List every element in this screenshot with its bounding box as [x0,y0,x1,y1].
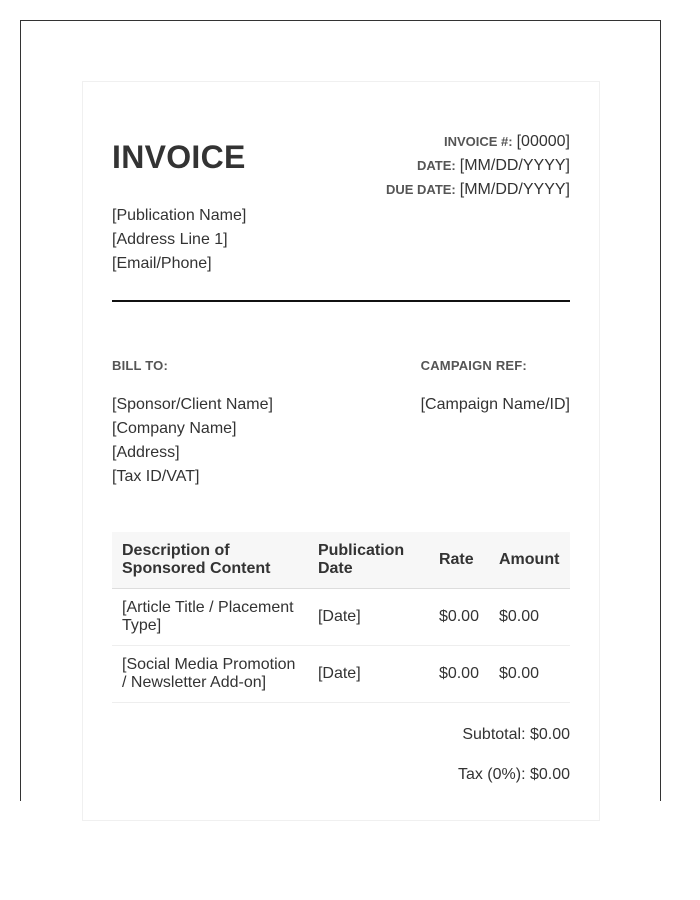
publisher-contact: [Email/Phone] [112,255,212,272]
row-rate: $0.00 [429,646,489,703]
totals-block [458,724,570,804]
publication-name: [Publication Name] [112,207,247,224]
due-date-value: [MM/DD/YYYY] [459,181,570,198]
header-amount: Amount [489,532,570,589]
table-header-row [112,532,570,589]
invoice-date-row [386,154,570,178]
campaign-ref-block [421,358,570,417]
due-date-row [386,178,570,202]
publisher-block [112,204,246,276]
invoice-title: INVOICE [112,139,246,175]
campaign-ref-value: [Campaign Name/ID] [420,396,570,413]
row-description: [Social Media Promotion / Newsletter Add-on] [112,646,308,703]
header-publication-date: Publication Date [308,532,429,589]
client-tax-id: [Tax ID/VAT] [112,468,200,485]
invoice-number-label: INVOICE #: [443,134,513,149]
row-amount: $0.00 [489,646,570,703]
campaign-ref-label: CAMPAIGN REF: [420,358,527,373]
header-description: Description of Sponsored Content [112,532,308,589]
invoice-date-value: [MM/DD/YYYY] [459,157,570,174]
company-name: [Company Name] [112,420,237,437]
row-amount: $0.00 [489,589,570,646]
invoice-meta [386,130,570,202]
invoice-date-label: DATE: [417,158,456,173]
invoice-number-value: [00000] [516,133,570,150]
header-divider [112,300,570,302]
row-date: [Date] [308,589,429,646]
row-description: [Article Title / Placement Type] [112,589,308,646]
publisher-address: [Address Line 1] [112,231,228,248]
client-address: [Address] [112,444,180,461]
client-name: [Sponsor/Client Name] [112,396,273,413]
table-row [112,646,570,703]
header-rate: Rate [429,532,489,589]
due-date-label: DUE DATE: [385,182,456,197]
subtotal: Subtotal: $0.00 [462,726,570,743]
row-date: [Date] [308,646,429,703]
row-rate: $0.00 [429,589,489,646]
line-items-table [112,532,570,703]
invoice-number-row [386,130,570,154]
tax-total: Tax (0%): $0.00 [457,766,570,783]
table-row [112,589,570,646]
bill-to-label: BILL TO: [112,358,169,373]
bill-to-block [112,358,273,489]
